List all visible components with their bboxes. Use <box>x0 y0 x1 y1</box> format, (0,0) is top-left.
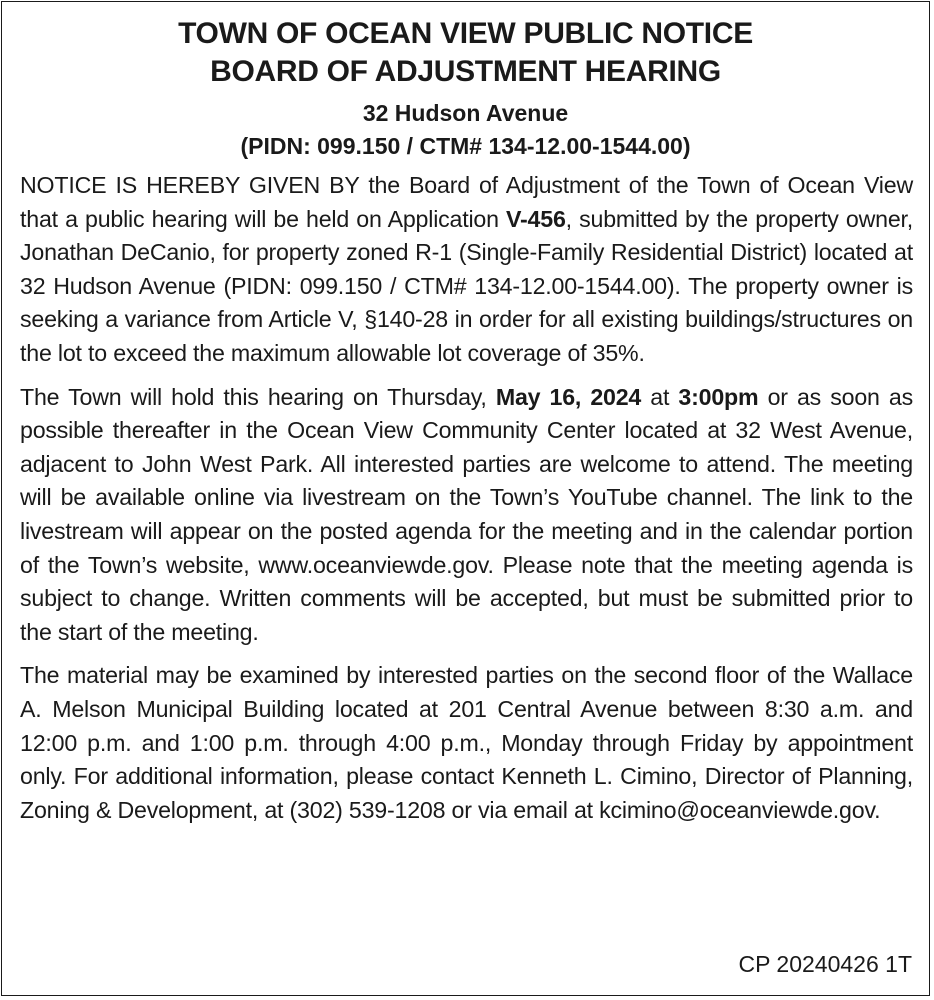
paragraph-2-text-a: The Town will hold this hearing on Thursday, <box>20 383 496 410</box>
hearing-date: May 16, 2024 <box>495 383 642 410</box>
paragraph-application <box>20 169 913 371</box>
publication-code: CP 20240426 1T <box>738 951 912 977</box>
paragraph-contact <box>20 659 913 827</box>
property-info <box>2 97 929 163</box>
paragraph-3-text: The material may be examined by interested parties on the second floor of the Wallace A. Melson Municipal Building located at 201 Central Avenue between 8:30 a.m. and 12:00 p.m. and 1:00 p.m. through 4:00 p.m., Monday through Friday by appointment only. For additional information, please contact Kenneth L. Cimino, Director of Planning, Zoning & Development, at (302) 539-1208 or via email at kcimino@oceanviewde.gov. <box>20 662 913 823</box>
property-pidn: (PIDN: 099.150 / CTM# 134-12.00-1544.00) <box>240 133 691 159</box>
title-line-1: TOWN OF OCEAN VIEW PUBLIC NOTICE <box>178 17 753 50</box>
notice-body <box>20 169 913 827</box>
paragraph-1-text-a: NOTICE IS HEREBY GIVEN BY the Board of Adjustment of the Town of Ocean View that a public hearing will be held on Application <box>20 172 913 232</box>
application-number: V-456 <box>506 205 566 232</box>
paragraph-1-text-b: , submitted by the property owner, Jonathan DeCanio, for property zoned R-1 (Single-Family Residential District) located at 32 Hudson Avenue (PIDN: 099.150 / CTM# 134-12.00-1544.00). The property owner is seeking a variance from Article V, §140-28 in order for all existing buildings/structures on the lot to exceed the maximum allowable lot coverage of 35%. <box>20 205 914 366</box>
paragraph-2-text-b: at <box>641 383 679 410</box>
hearing-time: 3:00pm <box>678 383 759 410</box>
paragraph-2-text-c: or as soon as possible thereafter in the Ocean View Community Center located at 32 West Avenue, adjacent to John West Park. All interested parties are welcome to attend. The meeting will be available online via livestream on the Town’s YouTube channel. The link to the livestream will appear on the posted agenda for the meeting and in the calendar portion of the Town’s website, www.oceanviewde.gov. Please note that the meeting agenda is subject to change. Written comments will be accepted, but must be submitted prior to the start of the meeting. <box>20 383 913 645</box>
property-address: 32 Hudson Avenue <box>362 100 569 126</box>
public-notice <box>1 1 930 996</box>
title-line-2: BOARD OF ADJUSTMENT HEARING <box>210 55 721 88</box>
notice-title <box>2 15 929 91</box>
paragraph-hearing <box>20 381 913 650</box>
